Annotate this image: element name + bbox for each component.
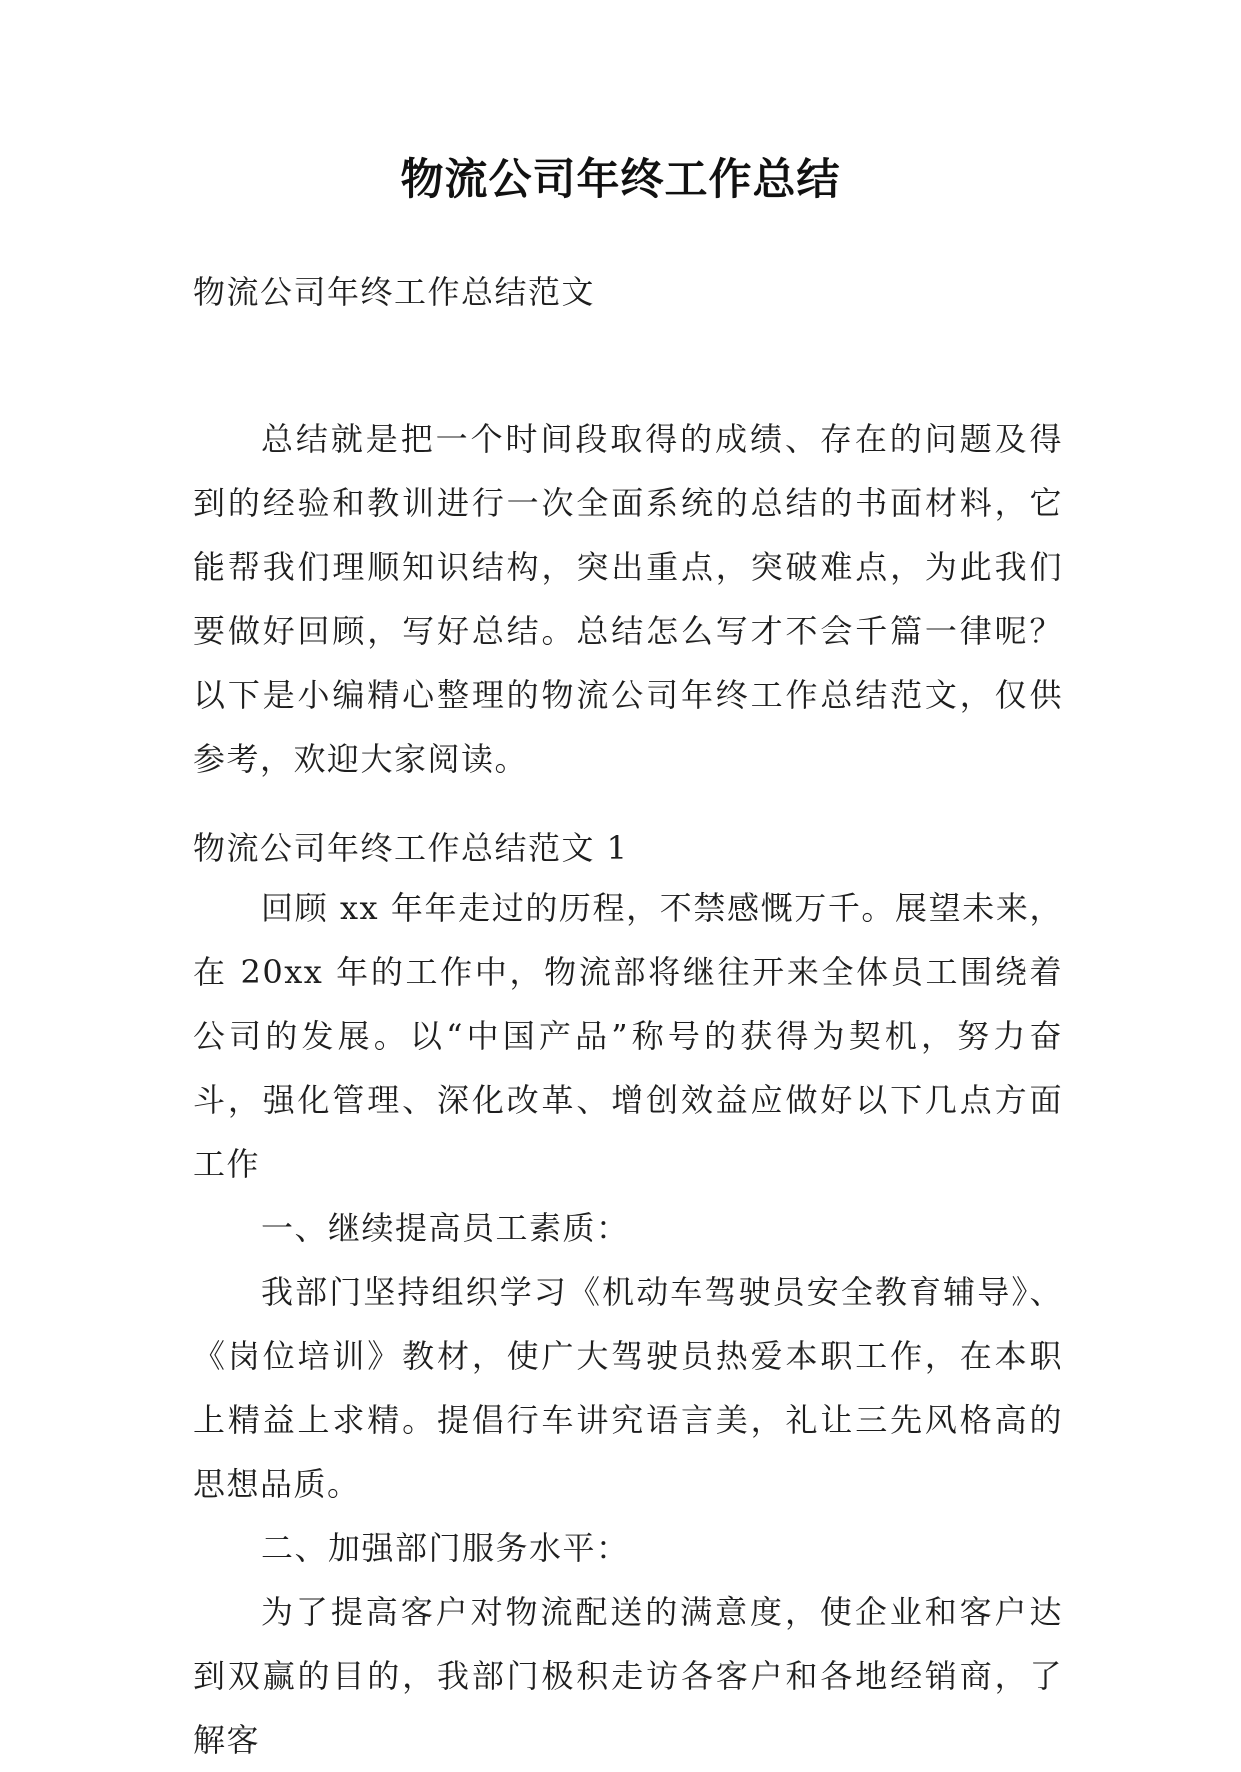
document-title: 物流公司年终工作总结 <box>400 155 841 205</box>
document-subtitle: 物流公司年终工作总结范文 <box>193 273 596 311</box>
item-heading: 一、继续提高员工素质： <box>261 1209 630 1247</box>
intro-paragraph: 总结就是把一个时间段取得的成绩、存在的问题及得到的经验和教训进行一次全面系统的总结的书面材料，它能帮我们理顺知识结构，突出重点，突破难点，为此我们要做好回顾，写好总结。总结怎么写才不会千篇一律呢？以下是小编精心整理的物流公司年终工作总结范文，仅供参考，欢迎大家阅读。 <box>193 420 1063 778</box>
section-heading: 物流公司年终工作总结范文 1 <box>193 829 629 867</box>
body-paragraph: 回顾 xx 年年走过的历程，不禁感慨万千。展望未来，在 20xx 年的工作中，物流部将继往开来全体员工围绕着公司的发展。以“中国产品”称号的获得为契机，努力奋斗，强化管理、深化改革、增创效益应做好以下几点方面工作 <box>193 889 1063 1183</box>
body-paragraph: 我部门坚持组织学习《机动车驾驶员安全教育辅导》、《岗位培训》教材，使广大驾驶员热爱本职工作，在本职上精益上求精。提倡行车讲究语言美，礼让三先风格高的思想品质。 <box>193 1273 1063 1503</box>
section-body <box>193 876 1063 1772</box>
item-heading: 二、加强部门服务水平： <box>261 1529 630 1567</box>
body-paragraph: 为了提高客户对物流配送的满意度，使企业和客户达到双赢的目的，我部门极积走访各客户和各地经销商，了解客 <box>193 1593 1063 1759</box>
